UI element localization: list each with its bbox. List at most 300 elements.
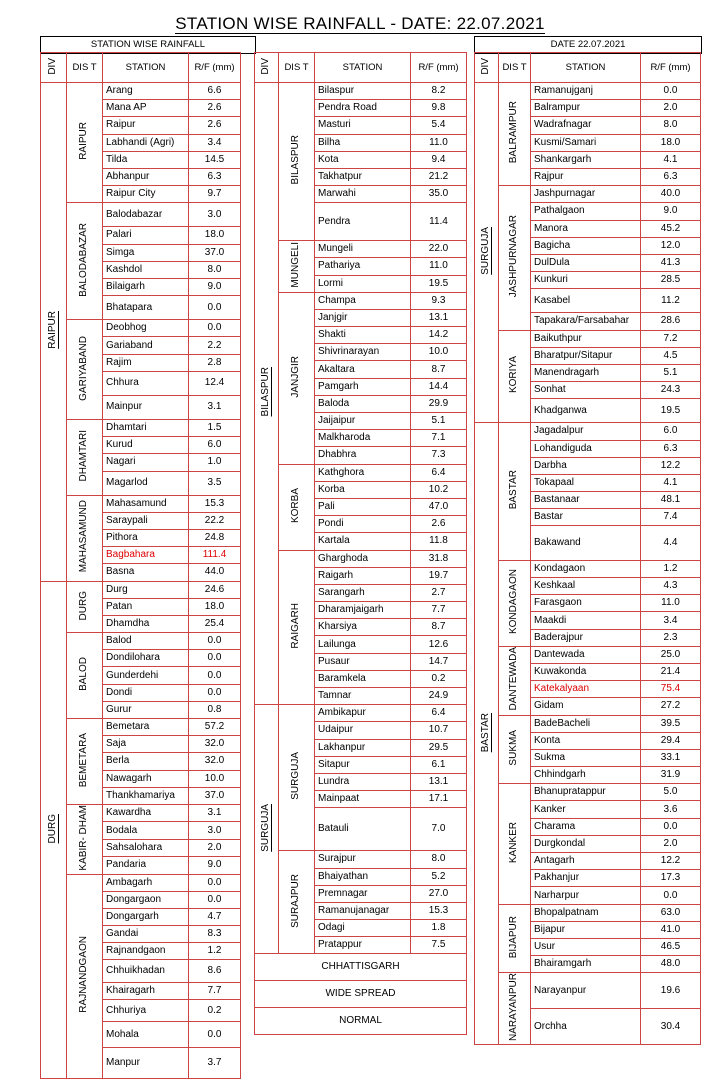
rainfall-value: 10.2 bbox=[411, 481, 467, 498]
rainfall-value: 0.0 bbox=[641, 83, 701, 100]
rainfall-value: 41.3 bbox=[641, 254, 701, 271]
station-name: Gunderdehi bbox=[103, 667, 189, 684]
district-cell: JANJGIR bbox=[279, 292, 315, 464]
rainfall-value: 14.7 bbox=[411, 653, 467, 670]
station-name: Patan bbox=[103, 598, 189, 615]
station-name: Pendra Road bbox=[315, 100, 411, 117]
rainfall-value: 29.4 bbox=[641, 732, 701, 749]
rainfall-value: 1.8 bbox=[411, 920, 467, 937]
rainfall-value: 3.0 bbox=[189, 822, 241, 839]
rainfall-value: 5.1 bbox=[641, 364, 701, 381]
station-name: Rajpur bbox=[531, 168, 641, 185]
rainfall-value: 5.4 bbox=[411, 117, 467, 134]
division-cell: BILASPUR bbox=[255, 83, 279, 705]
station-name: Sahsalohara bbox=[103, 839, 189, 856]
station-name: Mohala bbox=[103, 1022, 189, 1048]
rainfall-value: 12.2 bbox=[641, 457, 701, 474]
rainfall-value: 4.1 bbox=[641, 474, 701, 491]
rainfall-value: 3.1 bbox=[189, 395, 241, 419]
station-name: Keshkaal bbox=[531, 578, 641, 595]
rainfall-value: 37.0 bbox=[189, 244, 241, 261]
district-cell: RAIGARH bbox=[279, 550, 315, 705]
rainfall-value: 57.2 bbox=[189, 719, 241, 736]
table-row bbox=[475, 186, 701, 203]
division-cell: SURGUJA bbox=[475, 83, 499, 423]
rainfall-value: 1.5 bbox=[189, 419, 241, 436]
rainfall-value: 27.0 bbox=[411, 885, 467, 902]
station-name: Bhaiyathan bbox=[315, 868, 411, 885]
rainfall-value: 11.2 bbox=[641, 289, 701, 313]
table-row bbox=[475, 330, 701, 347]
col2-table bbox=[254, 52, 467, 1035]
rainfall-value: 2.2 bbox=[189, 337, 241, 354]
header-div: DIV bbox=[255, 53, 279, 83]
rainfall-value: 0.0 bbox=[189, 667, 241, 684]
rainfall-value: 4.3 bbox=[641, 578, 701, 595]
rainfall-value: 6.3 bbox=[641, 440, 701, 457]
district-cell: KORBA bbox=[279, 464, 315, 550]
station-name: Kusmi/Samari bbox=[531, 134, 641, 151]
rainfall-value: 9.0 bbox=[189, 278, 241, 295]
table-row bbox=[475, 784, 701, 801]
table-row bbox=[255, 851, 467, 868]
rainfall-value: 32.0 bbox=[189, 736, 241, 753]
district-cell: RAIPUR bbox=[67, 83, 103, 203]
rainfall-value: 0.2 bbox=[411, 670, 467, 687]
station-name: Marwahi bbox=[315, 186, 411, 203]
station-name: Narayanpur bbox=[531, 973, 641, 1009]
rainfall-value: 41.0 bbox=[641, 921, 701, 938]
header-dist: DIS T bbox=[67, 53, 103, 83]
station-name: Tokapaal bbox=[531, 474, 641, 491]
rainfall-value: 8.0 bbox=[641, 117, 701, 134]
station-name: Dongargaon bbox=[103, 891, 189, 908]
table-row bbox=[255, 83, 467, 100]
rainfall-value: 8.3 bbox=[189, 926, 241, 943]
station-name: Kondagaon bbox=[531, 560, 641, 577]
rainfall-value: 19.5 bbox=[641, 399, 701, 423]
header-rf: R/F (mm) bbox=[189, 53, 241, 83]
station-name: Bodala bbox=[103, 822, 189, 839]
rainfall-value: 4.1 bbox=[641, 151, 701, 168]
station-name: Katekalyaan bbox=[531, 681, 641, 698]
rainfall-value: 0.0 bbox=[641, 887, 701, 904]
district-cell: BALOD bbox=[67, 633, 103, 719]
station-name: Kota bbox=[315, 151, 411, 168]
rainfall-value: 1.0 bbox=[189, 454, 241, 471]
station-name: Farasgaon bbox=[531, 595, 641, 612]
rainfall-value: 8.0 bbox=[411, 851, 467, 868]
rainfall-value: 47.0 bbox=[411, 498, 467, 515]
right-banner: DATE 22.07.2021 bbox=[550, 39, 626, 50]
station-name: Antagarh bbox=[531, 853, 641, 870]
division-cell: SURGUJA bbox=[255, 705, 279, 954]
table-row bbox=[475, 646, 701, 663]
rainfall-value: 13.1 bbox=[411, 773, 467, 790]
station-name: Dondilohara bbox=[103, 650, 189, 667]
header-dist: DIS T bbox=[499, 53, 531, 83]
rainfall-value: 6.4 bbox=[411, 464, 467, 481]
station-name: Takhatpur bbox=[315, 168, 411, 185]
rainfall-value: 10.0 bbox=[411, 344, 467, 361]
rainfall-value: 6.6 bbox=[189, 83, 241, 100]
station-name: Bilaigarh bbox=[103, 278, 189, 295]
rainfall-value: 11.0 bbox=[411, 134, 467, 151]
station-name: Shivrinarayan bbox=[315, 344, 411, 361]
rainfall-value: 21.2 bbox=[411, 168, 467, 185]
rainfall-value: 3.0 bbox=[189, 203, 241, 227]
rainfall-value: 18.0 bbox=[189, 227, 241, 244]
station-name: Durgkondal bbox=[531, 835, 641, 852]
rainfall-value: 29.9 bbox=[411, 395, 467, 412]
rainfall-value: 0.0 bbox=[189, 320, 241, 337]
station-name: Kashdol bbox=[103, 261, 189, 278]
station-name: Ramanujanagar bbox=[315, 902, 411, 919]
table-row bbox=[41, 804, 241, 821]
station-name: Baramkela bbox=[315, 670, 411, 687]
district-cell: BILASPUR bbox=[279, 83, 315, 241]
station-name: Sarangarh bbox=[315, 584, 411, 601]
station-name: Pusaur bbox=[315, 653, 411, 670]
station-name: Mahasamund bbox=[103, 495, 189, 512]
station-name: Gurur bbox=[103, 701, 189, 718]
rainfall-value: 2.0 bbox=[641, 100, 701, 117]
rainfall-value: 7.7 bbox=[189, 982, 241, 999]
station-name: Surajpur bbox=[315, 851, 411, 868]
station-name: Kartala bbox=[315, 533, 411, 550]
station-name: Bagicha bbox=[531, 237, 641, 254]
col1-table bbox=[40, 52, 241, 1079]
rainfall-value: 46.5 bbox=[641, 938, 701, 955]
station-name: Shankargarh bbox=[531, 151, 641, 168]
rainfall-value: 3.4 bbox=[189, 134, 241, 151]
station-name: Bharatpur/Sitapur bbox=[531, 347, 641, 364]
station-name: Lundra bbox=[315, 773, 411, 790]
district-cell: JASHPURNAGAR bbox=[499, 186, 531, 330]
station-name: Akaltara bbox=[315, 361, 411, 378]
header-station: STATION bbox=[103, 53, 189, 83]
rainfall-value: 2.7 bbox=[411, 584, 467, 601]
station-name: Jagadalpur bbox=[531, 423, 641, 440]
table-row bbox=[475, 83, 701, 100]
rainfall-value: 63.0 bbox=[641, 904, 701, 921]
rainfall-value: 14.4 bbox=[411, 378, 467, 395]
station-name: Lakhanpur bbox=[315, 739, 411, 756]
table-row bbox=[41, 633, 241, 650]
station-name: Chhuriya bbox=[103, 1000, 189, 1022]
station-name: Malkharoda bbox=[315, 430, 411, 447]
station-name: Khadganwa bbox=[531, 399, 641, 423]
rainfall-value: 28.6 bbox=[641, 313, 701, 330]
station-name: Magarlod bbox=[103, 471, 189, 495]
station-name: Masturi bbox=[315, 117, 411, 134]
station-name: Bijapur bbox=[531, 921, 641, 938]
station-name: Nawagarh bbox=[103, 770, 189, 787]
station-name: Pathariya bbox=[315, 258, 411, 275]
rainfall-value: 7.7 bbox=[411, 602, 467, 619]
station-name: Lohandiguda bbox=[531, 440, 641, 457]
rainfall-value: 12.4 bbox=[189, 371, 241, 395]
header-station: STATION bbox=[315, 53, 411, 83]
station-name: Ramanujganj bbox=[531, 83, 641, 100]
rainfall-value: 8.7 bbox=[411, 619, 467, 636]
station-name: Orchha bbox=[531, 1009, 641, 1045]
station-name: Bhopalpatnam bbox=[531, 904, 641, 921]
station-name: Chhuikhadan bbox=[103, 960, 189, 982]
header-div: DIV bbox=[475, 53, 499, 83]
station-name: Dhamdha bbox=[103, 615, 189, 632]
rainfall-value: 2.0 bbox=[641, 835, 701, 852]
table-row bbox=[41, 419, 241, 436]
district-cell: DANTEWADA bbox=[499, 646, 531, 715]
district-cell: GARIYABAND bbox=[67, 320, 103, 420]
rainfall-value: 7.2 bbox=[641, 330, 701, 347]
table-row bbox=[41, 874, 241, 891]
district-cell: BIJAPUR bbox=[499, 904, 531, 973]
district-cell: DURG bbox=[67, 581, 103, 633]
rainfall-value: 9.7 bbox=[189, 186, 241, 203]
station-name: Baikuthpur bbox=[531, 330, 641, 347]
rainfall-value: 44.0 bbox=[189, 564, 241, 581]
rainfall-value: 15.3 bbox=[411, 902, 467, 919]
station-name: Kathghora bbox=[315, 464, 411, 481]
left-banner: STATION WISE RAINFALL bbox=[90, 39, 206, 50]
station-name: Narharpur bbox=[531, 887, 641, 904]
rainfall-value: 0.0 bbox=[189, 650, 241, 667]
station-name: Balod bbox=[103, 633, 189, 650]
rainfall-value: 6.4 bbox=[411, 705, 467, 722]
rainfall-value: 8.6 bbox=[189, 960, 241, 982]
rainfall-value: 5.2 bbox=[411, 868, 467, 885]
rainfall-value: 18.0 bbox=[189, 598, 241, 615]
table-row bbox=[475, 423, 701, 440]
district-cell: NARAYANPUR bbox=[499, 973, 531, 1045]
station-name: Wadrafnagar bbox=[531, 117, 641, 134]
table-row bbox=[41, 83, 241, 100]
rainfall-value: 75.4 bbox=[641, 681, 701, 698]
station-name: Pathalgaon bbox=[531, 203, 641, 220]
station-name: Saraypali bbox=[103, 512, 189, 529]
station-name: Janjgir bbox=[315, 309, 411, 326]
station-name: Deobhog bbox=[103, 320, 189, 337]
station-name: Pamgarh bbox=[315, 378, 411, 395]
header-dist: DIS T bbox=[279, 53, 315, 83]
station-name: Bhanupratappur bbox=[531, 784, 641, 801]
district-cell: BALRAMPUR bbox=[499, 83, 531, 186]
rainfall-value: 40.0 bbox=[641, 186, 701, 203]
station-name: Pendra bbox=[315, 203, 411, 241]
rainfall-value: 19.6 bbox=[641, 973, 701, 1009]
rainfall-value: 6.1 bbox=[411, 756, 467, 773]
rainfall-value: 37.0 bbox=[189, 787, 241, 804]
district-cell: DHAMTARI bbox=[67, 419, 103, 495]
rainfall-value: 12.2 bbox=[641, 853, 701, 870]
table-row bbox=[255, 464, 467, 481]
station-name: Durg bbox=[103, 581, 189, 598]
rainfall-value: 6.0 bbox=[189, 437, 241, 454]
rainfall-value: 7.0 bbox=[411, 808, 467, 851]
rainfall-value: 0.0 bbox=[189, 633, 241, 650]
station-name: Manendragarh bbox=[531, 364, 641, 381]
district-cell: SUKMA bbox=[499, 715, 531, 784]
table-row bbox=[255, 705, 467, 722]
table-row bbox=[255, 550, 467, 567]
rainfall-value: 33.1 bbox=[641, 749, 701, 766]
station-name: Tilda bbox=[103, 151, 189, 168]
station-name: Batauli bbox=[315, 808, 411, 851]
page-title: STATION WISE RAINFALL - DATE: 22.07.2021 bbox=[175, 14, 545, 33]
station-name: Kawardha bbox=[103, 804, 189, 821]
district-cell: KANKER bbox=[499, 784, 531, 904]
station-name: Lormi bbox=[315, 275, 411, 292]
district-cell: MAHASAMUND bbox=[67, 495, 103, 581]
rainfall-value: 22.0 bbox=[411, 241, 467, 258]
station-name: Sonhat bbox=[531, 382, 641, 399]
rainfall-value: 17.1 bbox=[411, 791, 467, 808]
rainfall-value: 0.0 bbox=[189, 874, 241, 891]
table-row bbox=[255, 241, 467, 258]
rainfall-value: 1.2 bbox=[641, 560, 701, 577]
station-name: Baloda bbox=[315, 395, 411, 412]
rainfall-value: 17.3 bbox=[641, 870, 701, 887]
rainfall-value: 32.0 bbox=[189, 753, 241, 770]
rainfall-value: 3.6 bbox=[641, 801, 701, 818]
rainfall-value: 24.3 bbox=[641, 382, 701, 399]
rainfall-value: 48.1 bbox=[641, 492, 701, 509]
table-row bbox=[41, 203, 241, 227]
footer-chhattisgarh: CHHATTISGARH bbox=[255, 954, 467, 981]
footer-normal: NORMAL bbox=[255, 1008, 467, 1035]
header-station: STATION bbox=[531, 53, 641, 83]
district-cell: KONDAGAON bbox=[499, 560, 531, 646]
footer-wide-spread: WIDE SPREAD bbox=[255, 981, 467, 1008]
rainfall-value: 24.6 bbox=[189, 581, 241, 598]
rainfall-value: 5.0 bbox=[641, 784, 701, 801]
district-cell: KORIYA bbox=[499, 330, 531, 423]
station-name: Pakhanjur bbox=[531, 870, 641, 887]
col3-table bbox=[474, 52, 701, 1045]
station-name: Ambikapur bbox=[315, 705, 411, 722]
rainfall-value: 22.2 bbox=[189, 512, 241, 529]
rainfall-value: 0.0 bbox=[641, 818, 701, 835]
station-name: Raigarh bbox=[315, 567, 411, 584]
rainfall-value: 9.0 bbox=[189, 857, 241, 874]
rainfall-value: 13.1 bbox=[411, 309, 467, 326]
station-name: Kunkuri bbox=[531, 272, 641, 289]
table-row bbox=[41, 581, 241, 598]
rainfall-value: 6.3 bbox=[189, 168, 241, 185]
station-name: Raipur bbox=[103, 117, 189, 134]
station-name: Rajim bbox=[103, 354, 189, 371]
rainfall-value: 14.2 bbox=[411, 327, 467, 344]
station-name: Mainpur bbox=[103, 395, 189, 419]
rainfall-value: 25.0 bbox=[641, 646, 701, 663]
station-name: Dondi bbox=[103, 684, 189, 701]
table-row bbox=[41, 719, 241, 736]
rainfall-value: 7.5 bbox=[411, 937, 467, 954]
rainfall-value: 39.5 bbox=[641, 715, 701, 732]
station-name: Pratappur bbox=[315, 937, 411, 954]
table-row bbox=[41, 320, 241, 337]
station-name: Jaijaipur bbox=[315, 413, 411, 430]
rainfall-value: 9.3 bbox=[411, 292, 467, 309]
rainfall-value: 35.0 bbox=[411, 186, 467, 203]
district-cell: MUNGELI bbox=[279, 241, 315, 293]
station-name: Bastanaar bbox=[531, 492, 641, 509]
district-cell: KABIR- DHAM bbox=[67, 804, 103, 874]
station-name: Konta bbox=[531, 732, 641, 749]
station-name: Bakawand bbox=[531, 526, 641, 560]
station-name: Champa bbox=[315, 292, 411, 309]
rainfall-value: 6.0 bbox=[641, 423, 701, 440]
rainfall-value: 31.9 bbox=[641, 767, 701, 784]
rainfall-value: 0.0 bbox=[189, 1022, 241, 1048]
station-name: Gandai bbox=[103, 926, 189, 943]
station-name: Basna bbox=[103, 564, 189, 581]
station-name: Kuwakonda bbox=[531, 663, 641, 680]
table-row bbox=[255, 292, 467, 309]
rainfall-value: 19.5 bbox=[411, 275, 467, 292]
rainfall-value: 12.6 bbox=[411, 636, 467, 653]
rainfall-value: 31.8 bbox=[411, 550, 467, 567]
district-cell: BEMETARA bbox=[67, 719, 103, 805]
rainfall-value: 4.7 bbox=[189, 908, 241, 925]
rainfall-value: 2.3 bbox=[641, 629, 701, 646]
rainfall-value: 0.2 bbox=[189, 1000, 241, 1022]
station-name: Simga bbox=[103, 244, 189, 261]
station-name: Bilaspur bbox=[315, 83, 411, 100]
rainfall-value: 11.8 bbox=[411, 533, 467, 550]
rainfall-value: 5.1 bbox=[411, 413, 467, 430]
station-name: Kurud bbox=[103, 437, 189, 454]
rainfall-value: 2.0 bbox=[189, 839, 241, 856]
rainfall-value: 8.7 bbox=[411, 361, 467, 378]
station-name: Manora bbox=[531, 220, 641, 237]
rainfall-value: 14.5 bbox=[189, 151, 241, 168]
rainfall-value: 3.1 bbox=[189, 804, 241, 821]
station-name: Arang bbox=[103, 83, 189, 100]
rainfall-value: 29.5 bbox=[411, 739, 467, 756]
rainfall-value: 7.1 bbox=[411, 430, 467, 447]
rainfall-value: 0.0 bbox=[189, 891, 241, 908]
station-name: Usur bbox=[531, 938, 641, 955]
division-cell: DURG bbox=[41, 581, 67, 1079]
rainfall-value: 1.2 bbox=[189, 943, 241, 960]
station-name: Ambagarh bbox=[103, 874, 189, 891]
rainfall-value: 11.0 bbox=[411, 258, 467, 275]
rainfall-value: 6.3 bbox=[641, 168, 701, 185]
station-name: Raipur City bbox=[103, 186, 189, 203]
rainfall-value: 7.4 bbox=[641, 509, 701, 526]
rainfall-value: 0.0 bbox=[189, 684, 241, 701]
division-cell: BASTAR bbox=[475, 423, 499, 1045]
rainfall-value: 21.4 bbox=[641, 663, 701, 680]
station-name: Bagbahara bbox=[103, 547, 189, 564]
header-rf: R/F (mm) bbox=[411, 53, 467, 83]
rainfall-value: 19.7 bbox=[411, 567, 467, 584]
rainfall-value: 3.4 bbox=[641, 612, 701, 629]
district-cell: SURGUJA bbox=[279, 705, 315, 851]
rainfall-value: 9.0 bbox=[641, 203, 701, 220]
station-name: Baderajpur bbox=[531, 629, 641, 646]
table-row bbox=[41, 495, 241, 512]
station-name: BadeBacheli bbox=[531, 715, 641, 732]
table-row bbox=[475, 904, 701, 921]
rainfall-value: 4.5 bbox=[641, 347, 701, 364]
station-name: Korba bbox=[315, 481, 411, 498]
station-name: Kasabel bbox=[531, 289, 641, 313]
station-name: Dongargarh bbox=[103, 908, 189, 925]
